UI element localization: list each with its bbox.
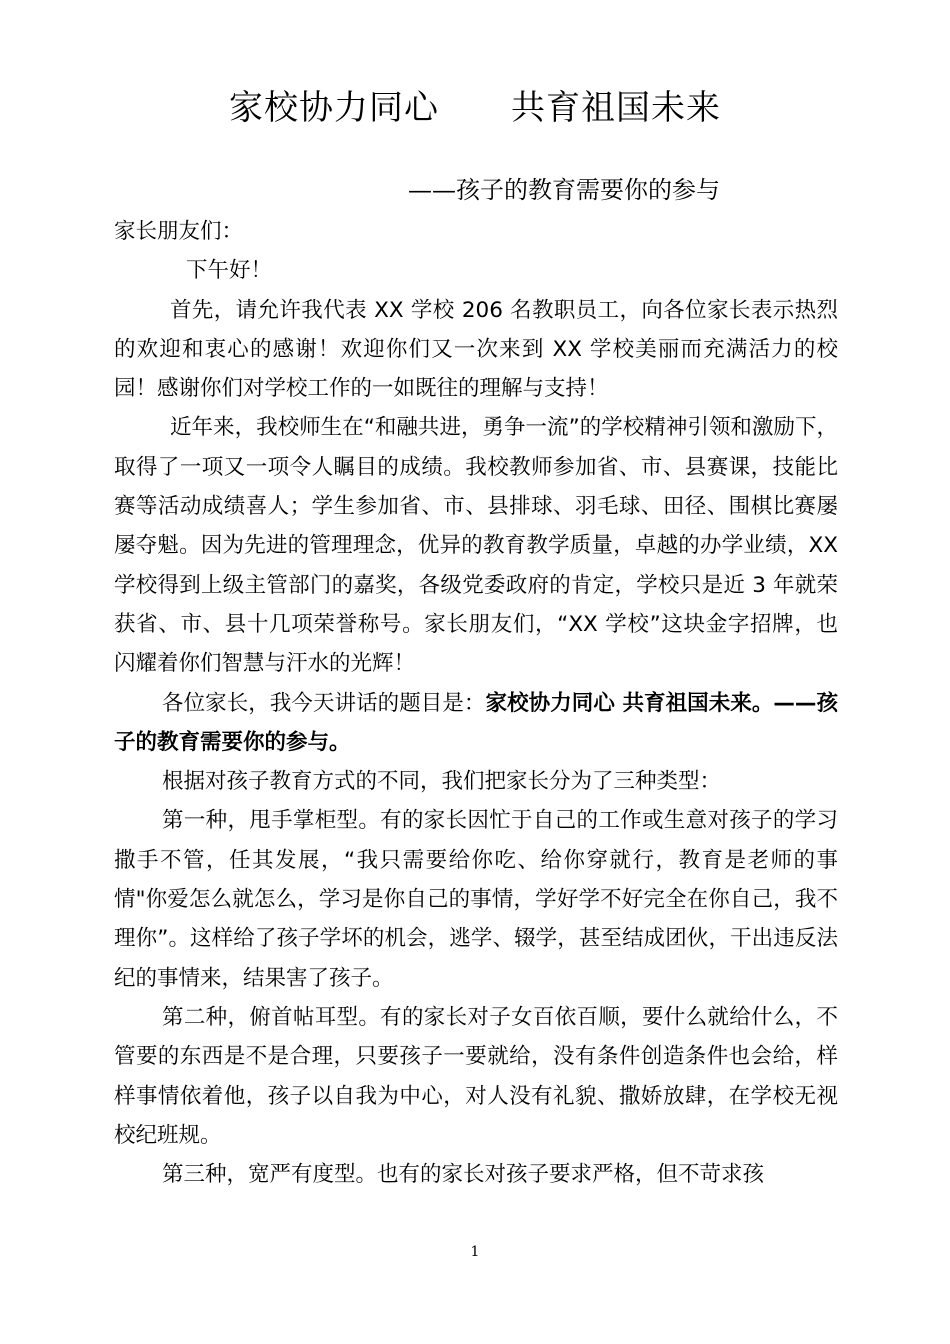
paragraph-type-2: 第二种，俯首帖耳型。有的家长对子女百依百顺，要什么就给什么，不管要的东西是不是合理，只要孩子一要就给，没有条件创造条件也会给，样样事情依着他，孩子以自我为中心，对人没有礼貌、撒娇放肆，在学校无视校纪班规。 xyxy=(114,1004,838,1148)
paragraph-type-1: 第一种，甩手掌柜型。有的家长因忙于自己的工作或生意对孩子的学习撒手不管，任其发展，“我只需要给你吃、给你穿就行，教育是老师的事情"你爱怎么就怎么，学习是你自己的事情，学好学不好完全在你自己，我不理你”。这样给了孩子学坏的机会，逃学、辍学，甚至结成团伙，干出违反法纪的事情来，结果害了孩子。 xyxy=(114,808,838,991)
title-part-2: 共育祖国未来 xyxy=(511,88,721,128)
paragraph-topic xyxy=(114,684,838,763)
document-subtitle: ——孩子的教育需要你的参与 xyxy=(408,176,720,204)
paragraph-achievements: 近年来，我校师生在“和融共进，勇争一流”的学校精神引领和激励下，取得了一项又一项令人瞩目的成绩。我校教师参加省、市、县赛课，技能比赛等活动成绩喜人；学生参加省、市、县排球、羽毛球、田径、围棋比赛屡屡夺魁。因为先进的管理理念，优异的教育教学质量，卓越的办学业绩，XX 学校得到上级主管部门的嘉奖，各级党委政府的肯定，学校只是近 3 年就荣获省、市、县十几项荣誉称号。家长朋友们，“XX 学校”这块金字招牌，也闪耀着你们智慧与汗水的光辉！ xyxy=(114,415,838,677)
document-title xyxy=(0,80,950,129)
title-part-1: 家校协力同心 xyxy=(229,88,439,128)
document-body xyxy=(114,212,838,1194)
paragraph-welcome: 首先，请允许我代表 XX 学校 206 名教职员工，向各位家长表示热烈的欢迎和衷心的感谢！欢迎你们又一次来到 XX 学校美丽而充满活力的校园！感谢你们对学校工作的一如既往的理解与支持！ xyxy=(114,297,838,402)
topic-bold: 家校协力同心 共育祖国未来。——孩子的教育需要你的参与。 xyxy=(114,690,838,755)
topic-lead: 各位家长，我今天讲话的题目是： xyxy=(162,690,486,716)
page-number: 1 xyxy=(470,1244,480,1260)
paragraph-types-intro: 根据对孩子教育方式的不同，我们把家长分为了三种类型： xyxy=(162,769,722,795)
greeting: 下午好！ xyxy=(186,258,273,284)
salutation: 家长朋友们： xyxy=(114,219,244,244)
paragraph-type-3: 第三种，宽严有度型。也有的家长对孩子要求严格，但不苛求孩 xyxy=(162,1162,765,1188)
